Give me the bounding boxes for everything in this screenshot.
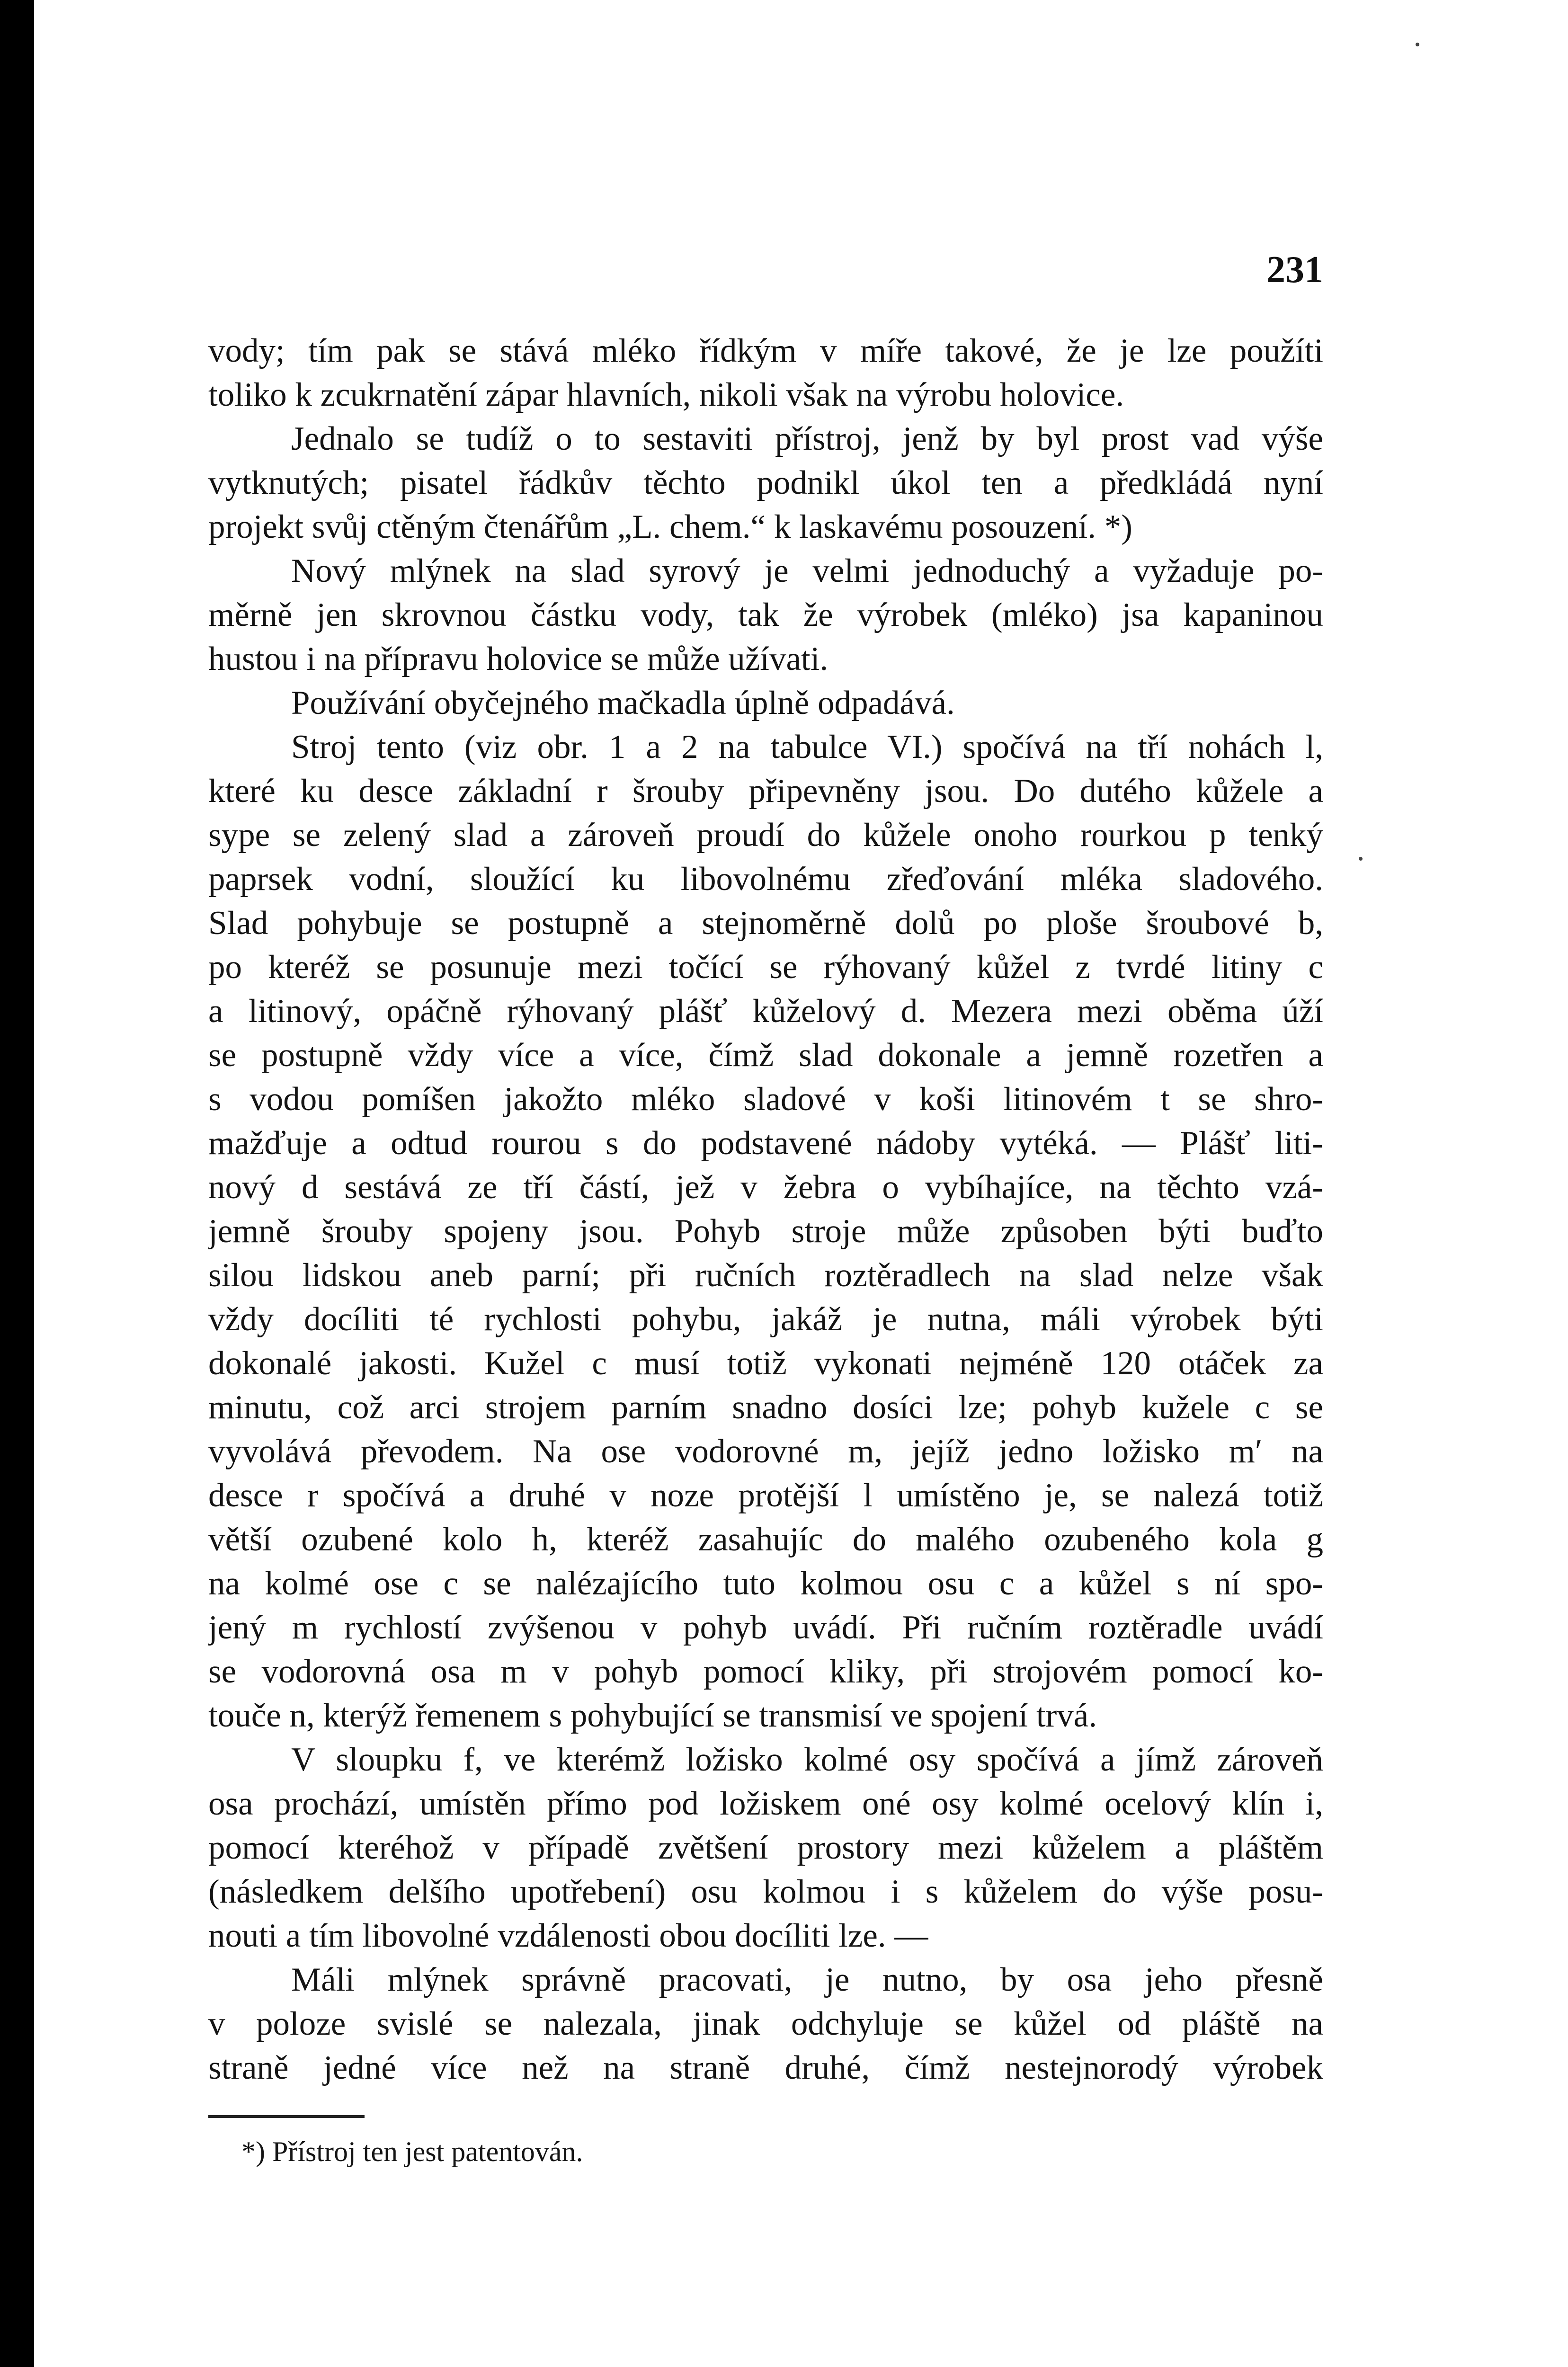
text-line: se postupně vždy více a více, čímž slad dokonale a jemně rozetřen a <box>208 1037 1323 1074</box>
scan-left-edge <box>0 0 34 2367</box>
text-line: paprsek vodní, sloužící ku libovolnému zřeďování mléka sladového. <box>208 861 1323 898</box>
text-line: Nový mlýnek na slad syrový je velmi jednoduchý a vyžaduje po- <box>291 552 1323 589</box>
text-line: (následkem delšího upotřebení) osu kolmou i s kůželem do výše posu- <box>208 1873 1323 1910</box>
text-line: měrně jen skrovnou částku vody, tak že výrobek (mléko) jsa kapaninou <box>208 596 1323 633</box>
page-number: 231 <box>1266 249 1323 291</box>
text-line: nouti a tím libovolné vzdálenosti obou docíliti lze. — <box>208 1917 928 1954</box>
text-line: Používání obyčejného mačkadla úplně odpadává. <box>291 685 955 721</box>
text-line: jený m rychlostí zvýšenou v pohyb uvádí. Při ručním roztěradle uvádí <box>208 1609 1323 1646</box>
text-line: straně jedné více než na straně druhé, čímž nestejnorodý výrobek <box>208 2049 1323 2086</box>
text-line: a litinový, opáčně rýhovaný plášť kůželový d. Mezera mezi oběma úží <box>208 993 1323 1030</box>
text-line: touče n, kterýž řemenem s pohybující se transmisí ve spojení trvá. <box>208 1697 1097 1734</box>
text-line: toliko k zcukrnatění zápar hlavních, nikoli však na výrobu holovice. <box>208 376 1124 413</box>
text-line: hustou i na přípravu holovice se může užívati. <box>208 641 829 677</box>
text-line: silou lidskou aneb parní; při ručních roztěradlech na slad nelze však <box>208 1257 1323 1294</box>
text-line: vody; tím pak se stává mléko řídkým v míře takové, že je lze použíti <box>208 332 1323 369</box>
text-line: se vodorovná osa m v pohyb pomocí kliky, při strojovém pomocí ko- <box>208 1653 1323 1690</box>
text-line: sype se zelený slad a zároveň proudí do kůžele onoho rourkou p tenký <box>208 817 1323 854</box>
text-line: v poloze svislé se nalezala, jinak odchyluje se kůžel od pláště na <box>208 2005 1323 2042</box>
body-text <box>208 329 1323 2090</box>
text-line: dokonalé jakosti. Kužel c musí totiž vykonati nejméně 120 otáček za <box>208 1345 1323 1382</box>
text-line: s vodou pomíšen jakožto mléko sladové v koši litinovém t se shro- <box>208 1081 1323 1118</box>
text-line: mažďuje a odtud rourou s do podstavené nádoby vytéká. — Plášť liti- <box>208 1125 1323 1162</box>
text-line: osa prochází, umístěn přímo pod ložiskem oné osy kolmé ocelový klín i, <box>208 1785 1323 1822</box>
text-line: jemně šrouby spojeny jsou. Pohyb stroje může způsoben býti buďto <box>208 1213 1323 1250</box>
footnote-rule <box>208 2115 365 2118</box>
text-line: nový d sestává ze tří částí, jež v žebra o vybíhajíce, na těchto vzá- <box>208 1169 1323 1206</box>
text-line: Slad pohybuje se postupně a stejnoměrně dolů po ploše šroubové b, <box>208 905 1323 942</box>
text-line: vždy docíliti té rychlosti pohybu, jakáž je nutna, máli výrobek býti <box>208 1301 1323 1338</box>
footnote: *) Přístroj ten jest patentován. <box>241 2136 583 2167</box>
text-line: po kteréž se posunuje mezi točící se rýhovaný kůžel z tvrdé litiny c <box>208 949 1323 986</box>
text-line: desce r spočívá a druhé v noze protější l umístěno je, se nalezá totiž <box>208 1477 1323 1514</box>
text-line: pomocí kteréhož v případě zvětšení prostory mezi kůželem a pláštěm <box>208 1829 1323 1866</box>
text-line: Máli mlýnek správně pracovati, je nutno, by osa jeho přesně <box>291 1961 1323 1998</box>
text-line: V sloupku f, ve kterémž ložisko kolmé osy spočívá a jímž zároveň <box>291 1741 1323 1778</box>
text-line: Jednalo se tudíž o to sestaviti přístroj, jenž by byl prost vad výše <box>291 420 1323 457</box>
text-line: které ku desce základní r šrouby připevněny jsou. Do dutého kůžele a <box>208 773 1323 810</box>
text-line: Stroj tento (viz obr. 1 a 2 na tabulce VI.) spočívá na tří nohách l, <box>291 729 1323 765</box>
text-line: projekt svůj ctěným čtenářům „L. chem.“ k laskavému posouzení. *) <box>208 508 1132 545</box>
text-line: vyvolává převodem. Na ose vodorovné m, jejíž jedno ložisko m′ na <box>208 1433 1323 1470</box>
scan-speck <box>1416 43 1419 46</box>
text-line: vytknutých; pisatel řádkův těchto podnikl úkol ten a předkládá nyní <box>208 464 1323 501</box>
text-line: větší ozubené kolo h, kteréž zasahujíc do malého ozubeného kola g <box>208 1521 1323 1558</box>
text-line: minutu, což arci strojem parním snadno dosíci lze; pohyb kužele c se <box>208 1389 1323 1426</box>
text-line: na kolmé ose c se nalézajícího tuto kolmou osu c a kůžel s ní spo- <box>208 1565 1323 1602</box>
scan-speck <box>1359 857 1363 861</box>
